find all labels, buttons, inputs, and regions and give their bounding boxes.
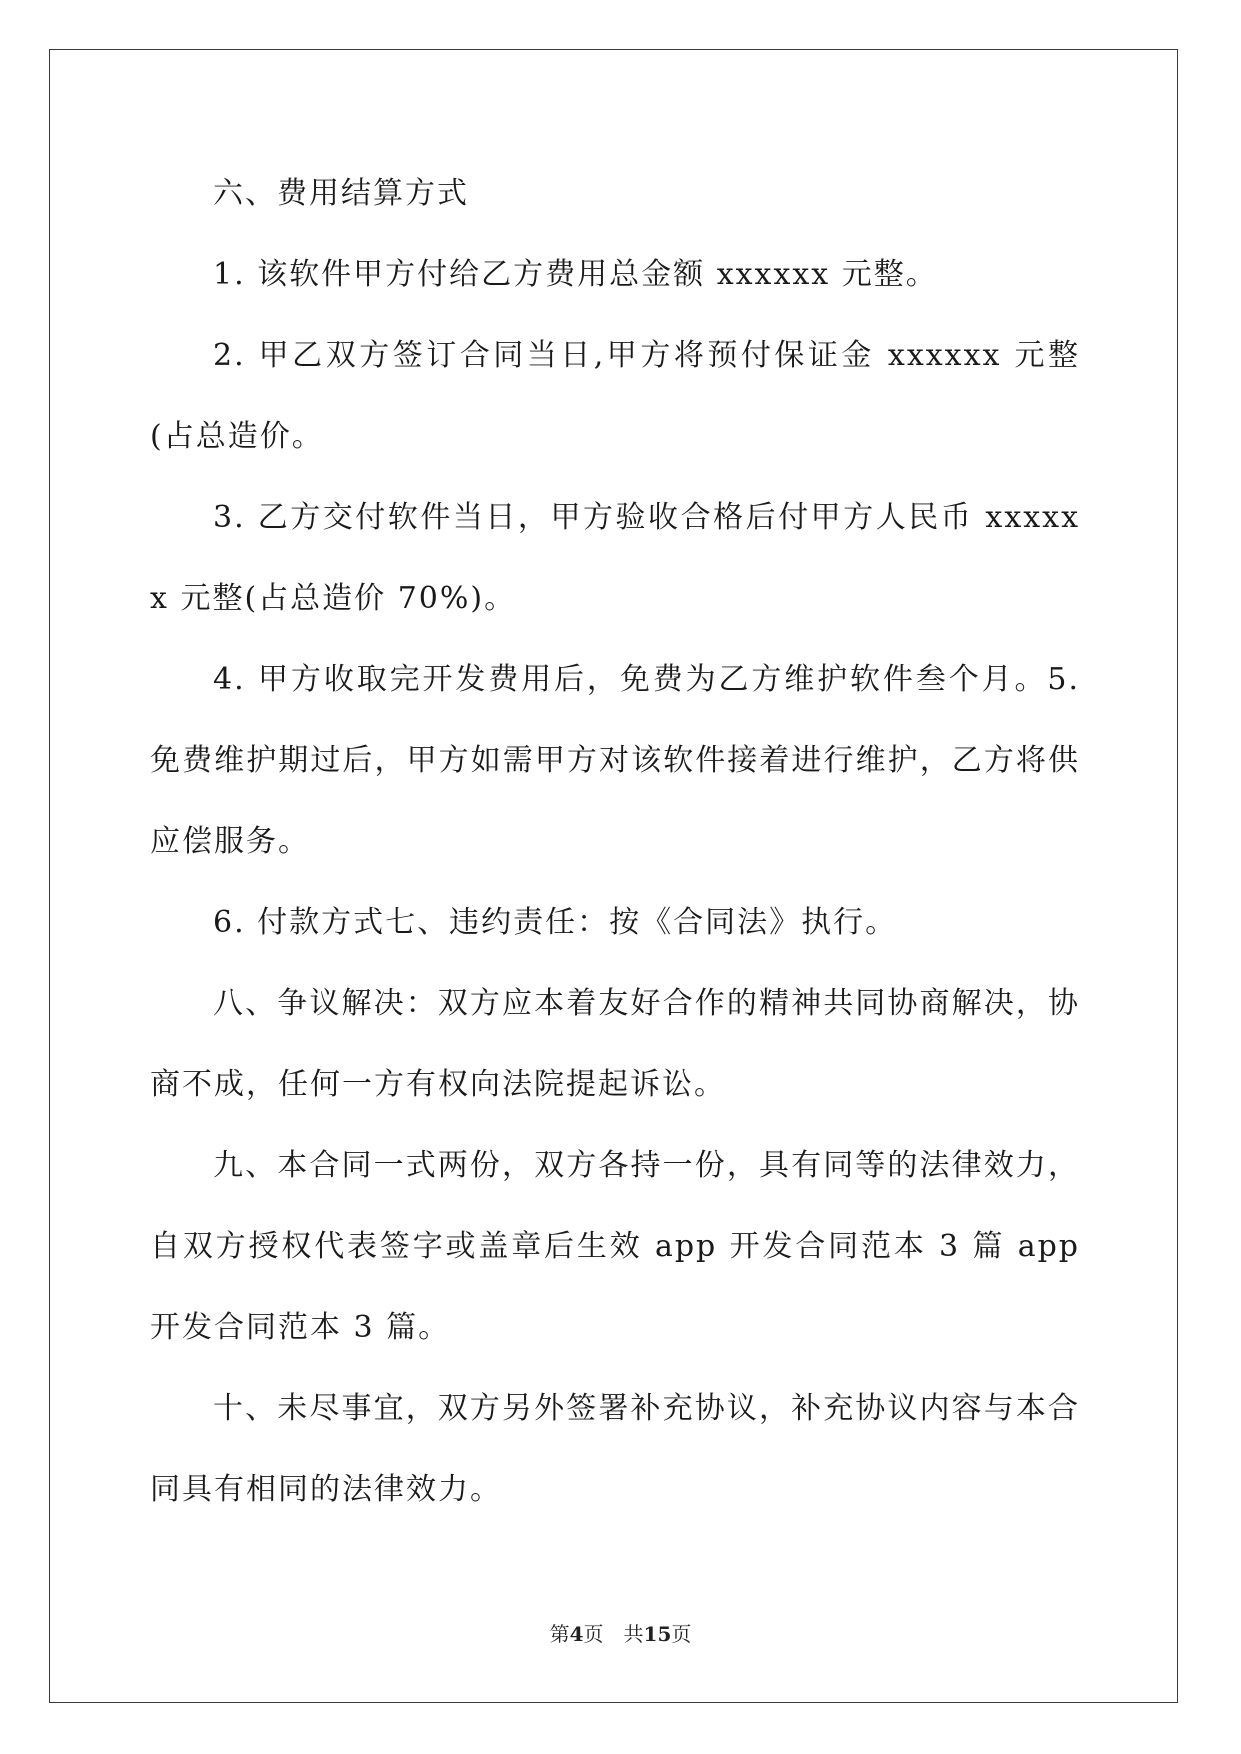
paragraph-supplementary: 十、未尽事宜，双方另外签署补充协议，补充协议内容与本合同具有相同的法律效力。: [150, 1391, 1080, 1507]
document-body: [150, 153, 1080, 1530]
paragraph-item-6-breach: 6. 付款方式七、违约责任：按《合同法》执行。: [213, 905, 898, 940]
paragraph-dispute-resolution: 八、争议解决：双方应本着友好合作的精神共同协商解决，协商不成，任何一方有权向法院提起诉讼。: [150, 986, 1080, 1102]
page-footer: [0, 1618, 1241, 1647]
paragraph-item-4-5: 4. 甲方收取完开发费用后，免费为乙方维护软件叁个月。5. 免费维护期过后，甲方如需甲方对该软件接着进行维护，乙方将供应偿服务。: [150, 662, 1080, 859]
footer-page-suffix: 页: [583, 1622, 604, 1646]
paragraph-item-1: 1. 该软件甲方付给乙方费用总金额 xxxxxx 元整。: [213, 257, 938, 292]
section-heading-fee-settlement: 六、费用结算方式: [213, 176, 469, 211]
footer-page-prefix: 第: [549, 1622, 570, 1646]
footer-total-prefix: 共: [623, 1622, 644, 1646]
paragraph-item-2: 2. 甲乙双方签订合同当日,甲方将预付保证金 xxxxxx 元整(占总造价。: [150, 338, 1080, 454]
footer-total-suffix: 页: [671, 1622, 692, 1646]
paragraph-item-3: 3. 乙方交付软件当日，甲方验收合格后付甲方人民币 xxxxxx 元整(占总造价 70%)。: [150, 500, 1080, 616]
footer-page-current: 4: [569, 1622, 584, 1646]
footer-page-total: 15: [643, 1622, 672, 1646]
paragraph-copies-validity: 九、本合同一式两份，双方各持一份，具有同等的法律效力，自双方授权代表签字或盖章后生效 app 开发合同范本 3 篇 app 开发合同范本 3 篇。: [150, 1148, 1080, 1345]
